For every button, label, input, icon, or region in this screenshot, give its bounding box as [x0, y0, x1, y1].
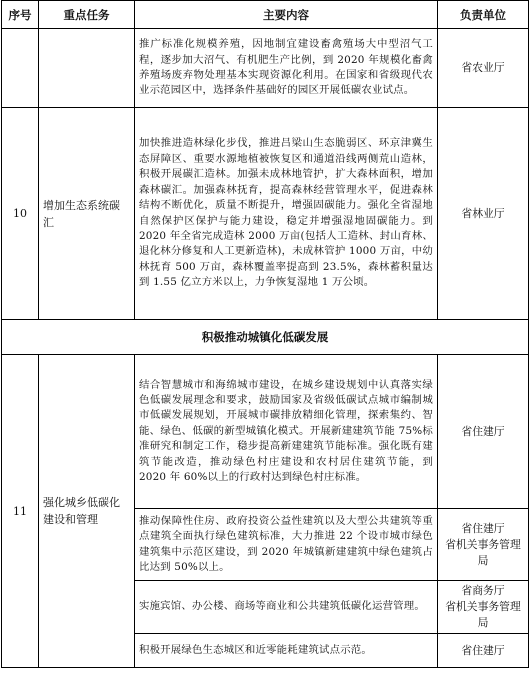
row-unit-cell: 省林业厅: [438, 108, 529, 320]
header-content: 主要内容: [135, 1, 438, 29]
row-no-cell: [2, 29, 39, 108]
row-unit-cell: 省住建厅: [438, 634, 529, 668]
table-row: [2, 355, 529, 509]
row-content-cell: 推广标准化规模养殖，因地制宜建设畜禽殖场大中型沼气工程，逐步加大沼气、有机肥生产比例，到 2020 年规模化畜禽养殖场废弃物处理基本实现资源化利用。在国家和省级现代农业示范园区中，选择条件基础好的园区开展低碳农业试点。: [135, 29, 438, 108]
row-no-cell: 10: [2, 108, 39, 320]
row-content-cell: 结合智慧城市和海绵城市建设，在城乡建设规划中认真落实绿色低碳发展理念和要求，鼓励国家及省级低碳试点城市编制城市低碳发展规划，开展城市碳排放精细化管理，探索集约、智能、绿色、低碳的新型城镇化模式。开展新建建筑节能 75%标准研究和制定工作，稳步提高新建建筑节能标准。强化既有建筑节能改造，推动绿色村庄建设和农村居住建筑节能，到 2020 年 60%以上的行政村达到绿色村庄标准。: [135, 355, 438, 509]
header-no: 序号: [2, 1, 39, 29]
task-table: [1, 0, 529, 668]
row-task-cell: 增加生态系统碳汇: [39, 108, 135, 320]
row-unit-cell: 省农业厅: [438, 29, 529, 108]
table-header-row: [2, 1, 529, 29]
row-content-cell: 推动保障性住房、政府投资公益性建筑以及大型公共建筑等重点建筑全面执行绿色建筑标准，大力推进 22 个设市城市绿色建筑集中示范区建设，到 2020 年城镇新建建筑中绿色建筑占比达到 50%以上。: [135, 509, 438, 581]
row-no-cell: 11: [2, 355, 39, 668]
row-task-cell: 强化城乡低碳化建设和管理: [39, 355, 135, 668]
row-content-cell: 实施宾馆、办公楼、商场等商业和公共建筑低碳化运营管理。: [135, 581, 438, 634]
row-unit-cell: 省住建厅: [438, 355, 529, 509]
header-task: 重点任务: [39, 1, 135, 29]
table-row: [2, 29, 529, 108]
section-row: [2, 320, 529, 355]
row-content-cell: 积极开展绿色生态城区和近零能耗建筑试点示范。: [135, 634, 438, 668]
row-task-cell: [39, 29, 135, 108]
row-unit-cell: 省住建厅 省机关事务管理局: [438, 509, 529, 581]
row-unit-cell: 省商务厅 省机关事务管理局: [438, 581, 529, 634]
table-row: [2, 108, 529, 320]
header-unit: 负责单位: [438, 1, 529, 29]
row-content-cell: 加快推进造林绿化步伐，推进吕梁山生态脆弱区、环京津冀生态屏障区、重要水源地植被恢复区和通道沿线两侧荒山造林，积极开展碳汇造林。加强未成林地管护，扩大森林面积，增加森林碳汇。加强森林抚育，提高森林经营管理水平，促进森林结构不断优化，质量不断提升，增强固碳能力。强化全省湿地自然保护区保护与能力建设，稳定并增强湿地固碳能力。到 2020 年全省完成造林 2000 万亩(包括人工造林、封山育林、退化林分修复和人工更新造林)，未成林管护 1000 万亩，中幼林抚育 500 万亩，森林覆盖率提高到 23.5%，森林蓄积量达到 1.55 亿立方米以上，力争恢复湿地 1 万公顷。: [135, 108, 438, 320]
section-title: 积极推动城镇化低碳发展: [2, 320, 529, 355]
